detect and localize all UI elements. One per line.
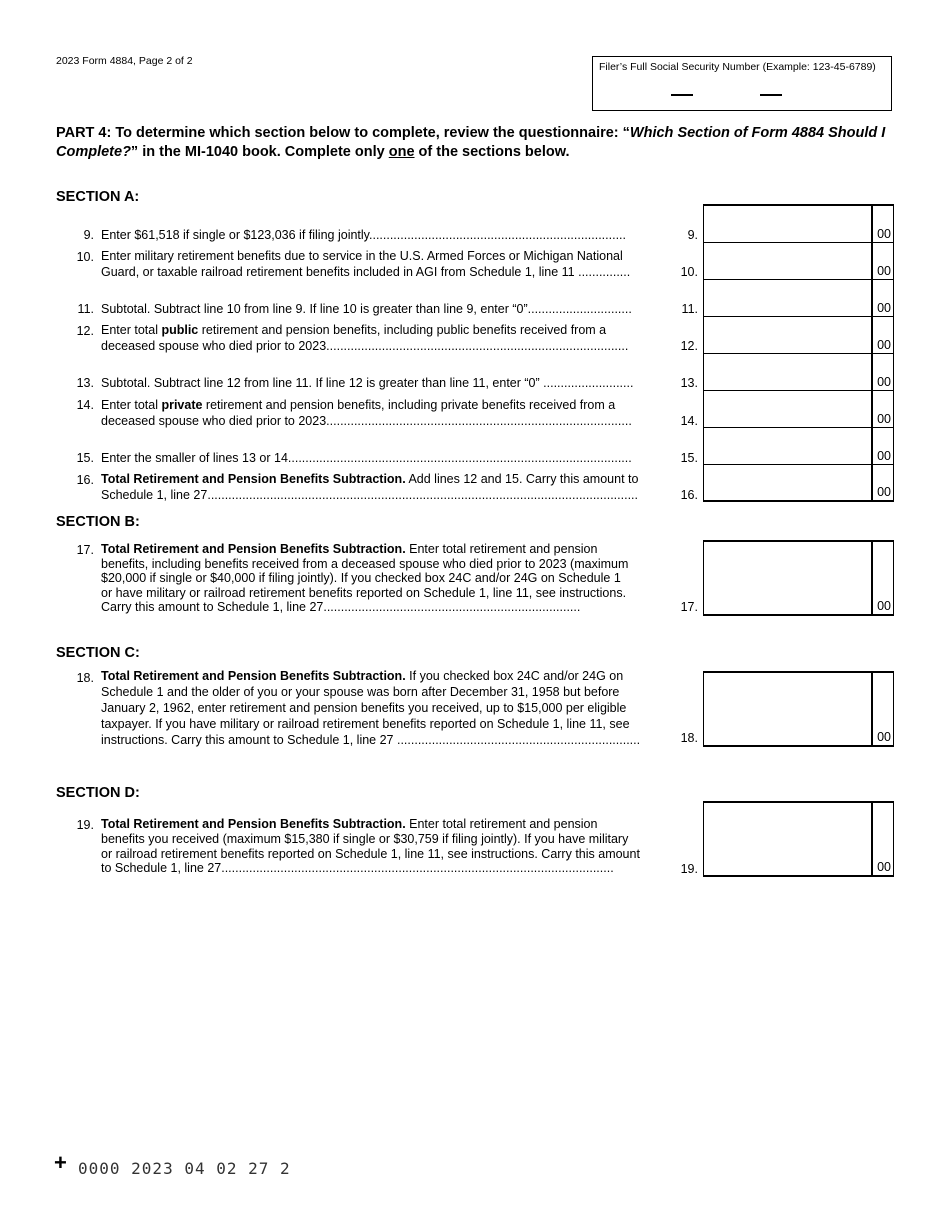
line-19-text: Total Retirement and Pension Benefits Subtraction. Enter total retirement and pension benefits you received (maximum $15,380 if single or $30,759 if filing jointly). If you have military or railroad retirement benefits reported on Schedule 1, line 11, see instructions. Carry this amount to Schedule 1, line 27.................................................................................................................: [101, 817, 640, 876]
line-17-text: Total Retirement and Pension Benefits Subtraction. Enter total retirement and pension benefits, including benefits received from a deceased spouse who died prior to 2023 (maximum $20,000 if single or $40,000 if filing jointly). If you checked box 24C and/or 24G on Schedule 1 or have military or railroad retirement benefits reported on Schedule 1, line 11, see instructions. Carry this amount to Schedule 1, line 27..........................................................................: [101, 542, 629, 614]
form-code: 0000 2023 04 02 27 2: [78, 1159, 291, 1178]
line-ref: 10.: [680, 265, 698, 279]
line-ref: 11.: [681, 302, 698, 316]
line-9-text: Enter $61,518 if single or $123,036 if filing jointly..........................................................................: [101, 228, 626, 242]
ssn-label: Filer’s Full Social Security Number (Example: 123-45-6789): [599, 61, 876, 73]
line-12-text: Enter total public retirement and pension benefits, including public benefits received from a deceased spouse who died prior to 2023.......................................................................................: [101, 323, 629, 353]
section-b-heading: SECTION B:: [56, 514, 140, 530]
line-13-amount[interactable]: 00: [703, 354, 894, 391]
line-9-amount[interactable]: 00: [703, 204, 894, 243]
line-ref: 19.: [680, 862, 698, 876]
line-ref: 12.: [680, 339, 698, 353]
line-14-text: Enter total private retirement and pension benefits, including private benefits received from a deceased spouse who died prior to 2023........................................................................................: [101, 398, 632, 428]
line-15-amount[interactable]: 00: [703, 428, 894, 465]
section-d-heading: SECTION D:: [56, 785, 140, 801]
section-a-amount-column: [703, 204, 894, 502]
line-10-amount[interactable]: 00: [703, 243, 894, 280]
line-number: 16.: [76, 473, 94, 487]
line-number: 18.: [76, 671, 94, 685]
line-number: 19.: [76, 818, 94, 832]
line-number: 9.: [83, 228, 94, 242]
ssn-dash: [760, 94, 782, 96]
line-ref: 14.: [680, 414, 698, 428]
line-ref: 13.: [680, 376, 698, 390]
line-19-amount[interactable]: 00: [703, 801, 894, 877]
line-ref: 15.: [680, 451, 698, 465]
part4-instructions: PART 4: To determine which section below to complete, review the questionnaire: “Which Section of Form 4884 Should I Complete?” in the MI-1040 book. Complete only one of the sections below.: [56, 125, 886, 160]
line-number: 11.: [77, 302, 94, 316]
line-13-text: Subtotal. Subtract line 12 from line 11. If line 12 is greater than line 11, enter “0” ..........................: [101, 376, 634, 390]
line-number: 10.: [76, 250, 94, 264]
plus-mark: +: [54, 1150, 67, 1175]
line-ref: 16.: [680, 488, 698, 502]
line-18-amount[interactable]: 00: [703, 671, 894, 747]
line-14-amount[interactable]: 00: [703, 391, 894, 428]
line-11-amount[interactable]: 00: [703, 280, 894, 317]
line-15-text: Enter the smaller of lines 13 or 14...................................................................................................: [101, 451, 632, 465]
section-c-heading: SECTION C:: [56, 645, 140, 661]
line-10-text: Enter military retirement benefits due to service in the U.S. Armed Forces or Michigan National Guard, or taxable railroad retirement benefits included in AGI from Schedule 1, line 11 ...............: [101, 249, 631, 279]
ssn-dash: [671, 94, 693, 96]
line-ref: 17.: [680, 600, 698, 614]
ssn-field[interactable]: [592, 56, 892, 111]
section-a-heading: SECTION A:: [56, 189, 140, 205]
line-18-text: Total Retirement and Pension Benefits Subtraction. If you checked box 24C and/or 24G on Schedule 1 and the older of you or your spouse was born after December 31, 1958 but before January 2, 1962, enter retirement and pension benefits you received, up to $15,000 per eligible taxpayer. If you have military or railroad retirement benefits reported on Schedule 1, line 11, see instructions. Carry this amount to Schedule 1, line 27 ......................................................................: [101, 669, 641, 747]
line-number: 15.: [76, 451, 94, 465]
line-ref: 18.: [680, 731, 698, 745]
line-16-amount[interactable]: 00: [703, 465, 894, 502]
line-number: 14.: [76, 398, 94, 412]
line-number: 13.: [76, 376, 94, 390]
line-ref: 9.: [687, 228, 698, 242]
line-number: 12.: [76, 324, 94, 338]
line-16-text: Total Retirement and Pension Benefits Subtraction. Add lines 12 and 15. Carry this amount to Schedule 1, line 27............................................................................................................................: [101, 472, 639, 502]
line-11-text: Subtotal. Subtract line 10 from line 9. If line 10 is greater than line 9, enter “0”..............................: [101, 302, 632, 316]
form-page-label: 2023 Form 4884, Page 2 of 2: [56, 55, 193, 67]
line-12-amount[interactable]: 00: [703, 317, 894, 354]
line-17-amount[interactable]: 00: [703, 540, 894, 616]
line-number: 17.: [76, 543, 94, 557]
